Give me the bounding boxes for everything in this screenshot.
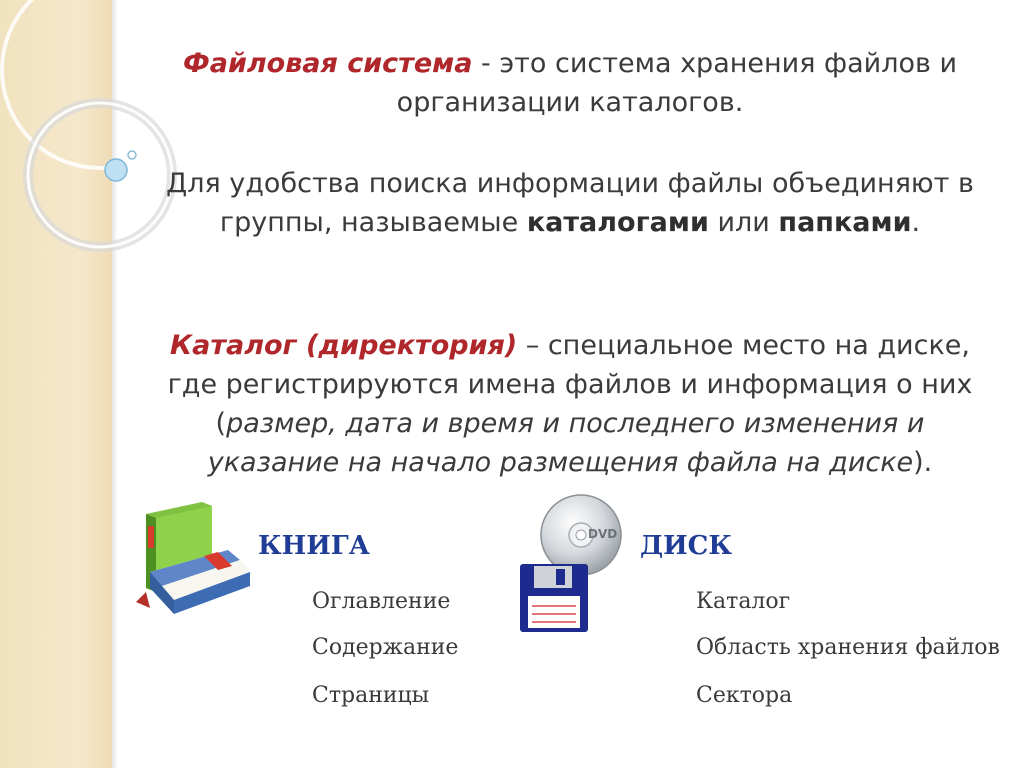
grouping-paragraph <box>150 164 990 242</box>
book-icon <box>132 496 262 626</box>
grouping-text-1: Для удобства поиска информации файлы объединяют в группы, называемые <box>166 168 974 238</box>
catalog-text-2: ). <box>913 447 933 478</box>
book-heading: КНИГА <box>258 531 370 561</box>
bold-catalogs: каталогами <box>526 207 709 238</box>
book-item-table-of-contents: Оглавление <box>312 589 451 614</box>
book-item-content: Содержание <box>312 635 459 660</box>
term-catalog: Каталог (директория) <box>170 330 518 361</box>
bold-folders: папками <box>778 207 912 238</box>
catalog-italic-details: размер, дата и время и последнего изменения и указание на начало размещения файла на диске <box>207 408 925 478</box>
dash: - <box>472 48 500 79</box>
catalog-text-1: – специальное место на диске, где регистрируются имена файлов и информация о них ( <box>167 330 973 439</box>
definition-file-system <box>150 44 990 122</box>
grouping-text-2: или <box>708 207 779 238</box>
dvd-label: DVD <box>588 527 618 541</box>
disk-heading: ДИСК <box>640 531 733 561</box>
disk-item-catalog: Каталог <box>696 589 791 614</box>
disk-item-sectors: Сектора <box>696 683 793 708</box>
definition-text: это система хранения файлов и организации каталогов. <box>396 48 958 118</box>
grouping-text-3: . <box>911 207 921 238</box>
term-file-system: Файловая система <box>182 48 473 79</box>
book-item-pages: Страницы <box>312 683 430 708</box>
definition-catalog <box>150 326 990 482</box>
floppy-disk-icon <box>518 562 590 634</box>
disk-item-file-storage-area: Область хранения файлов <box>696 635 1000 660</box>
